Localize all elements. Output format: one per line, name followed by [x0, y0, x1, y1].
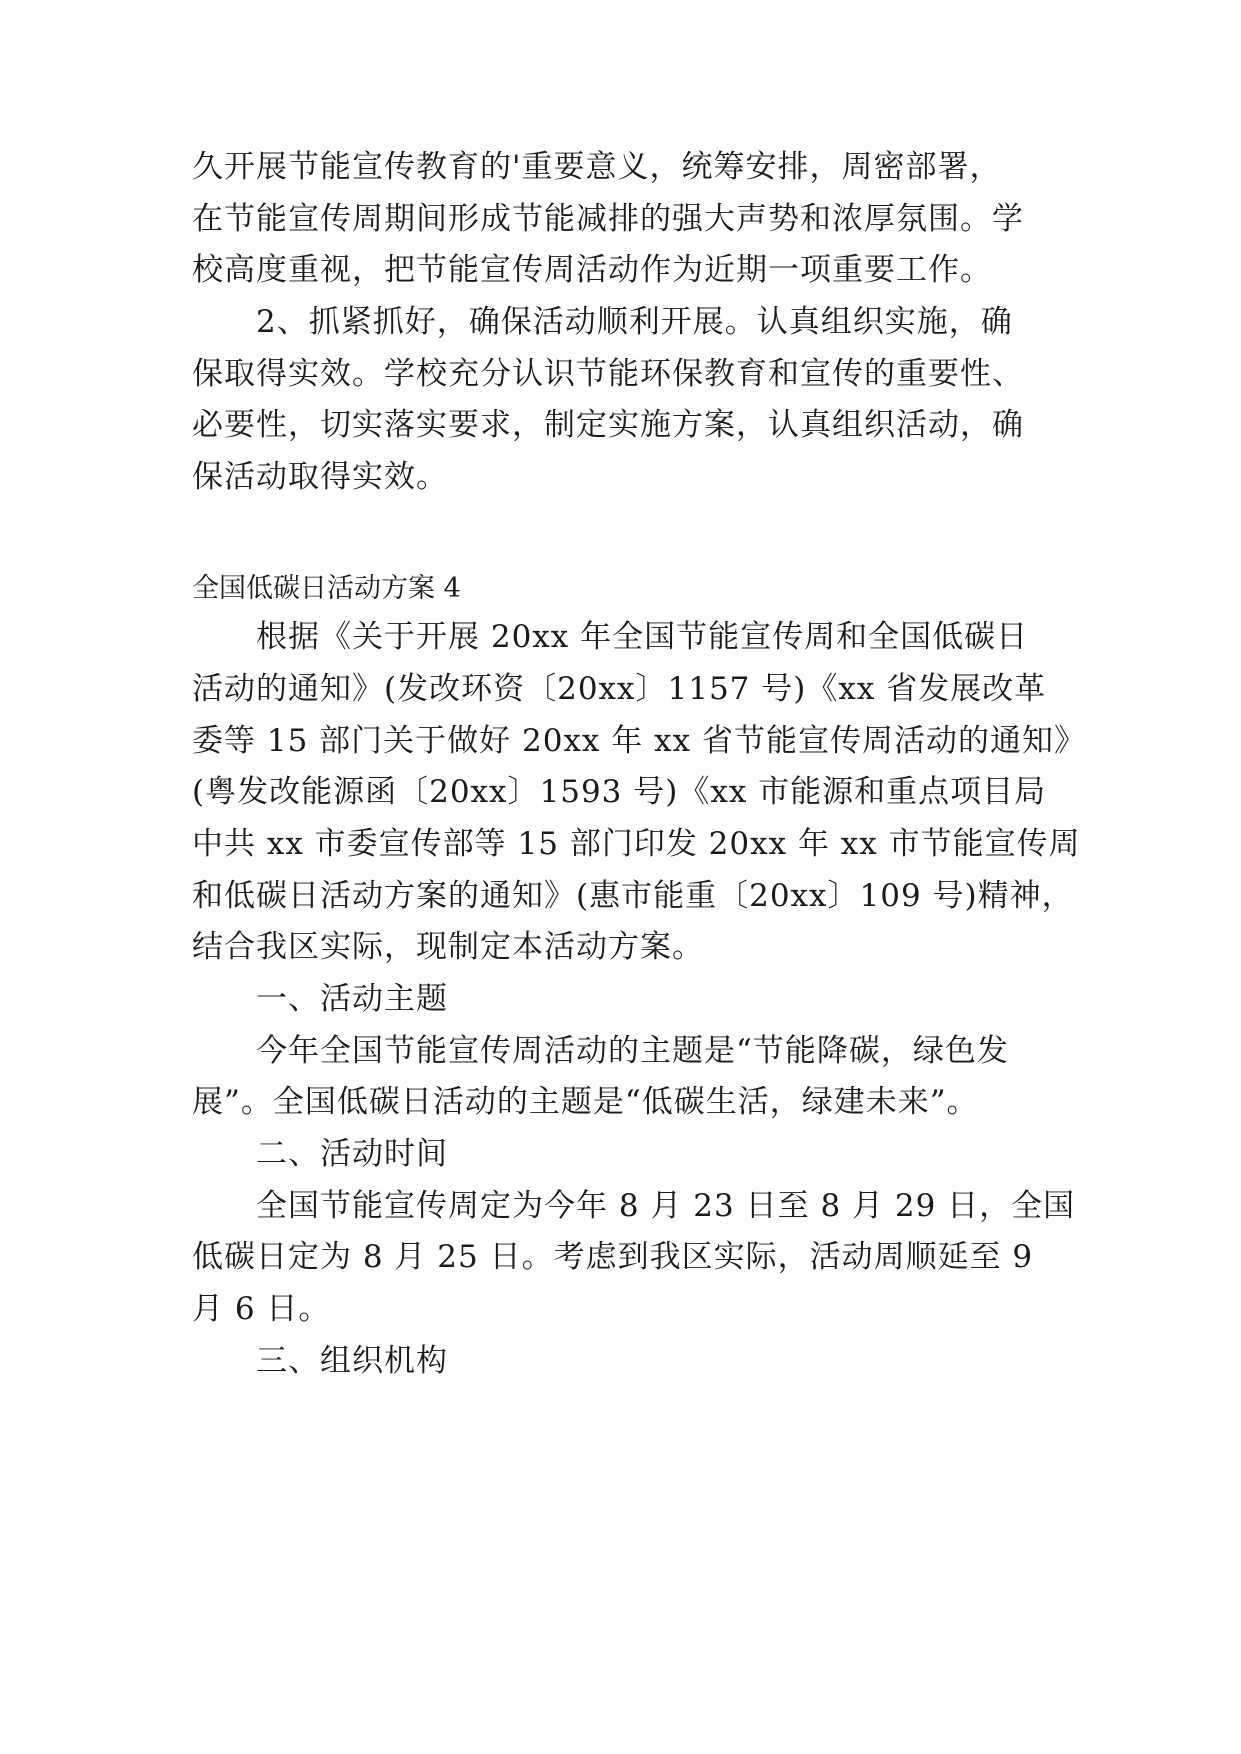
paragraph-line: 全国节能宣传周定为今年 8 月 23 日至 8 月 29 日，全国: [192, 1188, 1076, 1224]
paragraph-line: 和低碳日活动方案的通知》(惠市能重〔20xx〕109 号)精神，: [192, 878, 1074, 914]
paragraph-line: 中共 xx 市委宣传部等 15 部门印发 20xx 年 xx 市节能宣传周: [192, 826, 1081, 862]
paragraph-line: 校高度重视，把节能宣传周活动作为近期一项重要工作。: [192, 252, 992, 288]
paragraph-line: 2、抓紧抓好，确保活动顺利开展。认真组织实施，确: [192, 304, 1013, 340]
subheading-theme: 一、活动主题: [192, 981, 448, 1017]
paragraph-line: 今年全国节能宣传周活动的主题是“节能降碳，绿色发: [192, 1033, 1009, 1069]
paragraph-line: 活动的通知》(发改环资〔20xx〕1157 号)《xx 省发展改革: [192, 671, 1047, 707]
section-title: 全国低碳日活动方案 4: [192, 573, 461, 604]
paragraph-line: 在节能宣传周期间形成节能减排的强大声势和浓厚氛围。学: [192, 201, 1024, 237]
paragraph-line: (粤发改能源函〔20xx〕1593 号)《xx 市能源和重点项目局: [192, 774, 1047, 810]
paragraph-line: 根据《关于开展 20xx 年全国节能宣传周和全国低碳日: [192, 619, 1029, 655]
paragraph-line: 必要性，切实落实要求，制定实施方案，认真组织活动，确: [192, 407, 1024, 443]
paragraph-line: 结合我区实际，现制定本活动方案。: [192, 929, 704, 965]
subheading-organization: 三、组织机构: [192, 1343, 448, 1379]
paragraph-line: 月 6 日。: [192, 1291, 331, 1327]
paragraph-line: 保取得实效。学校充分认识节能环保教育和宣传的重要性、: [192, 356, 1024, 392]
paragraph-line: 久开展节能宣传教育的'重要意义，统筹安排，周密部署，: [192, 149, 1002, 185]
paragraph-line: 委等 15 部门关于做好 20xx 年 xx 省节能宣传周活动的通知》: [192, 723, 1086, 759]
paragraph-line: 展”。全国低碳日活动的主题是“低碳生活，绿建未来”。: [192, 1084, 979, 1120]
paragraph-line: 保活动取得实效。: [192, 459, 448, 495]
paragraph-line: 低碳日定为 8 月 25 日。考虑到我区实际，活动周顺延至 9: [192, 1239, 1034, 1275]
subheading-time: 二、活动时间: [192, 1136, 448, 1172]
